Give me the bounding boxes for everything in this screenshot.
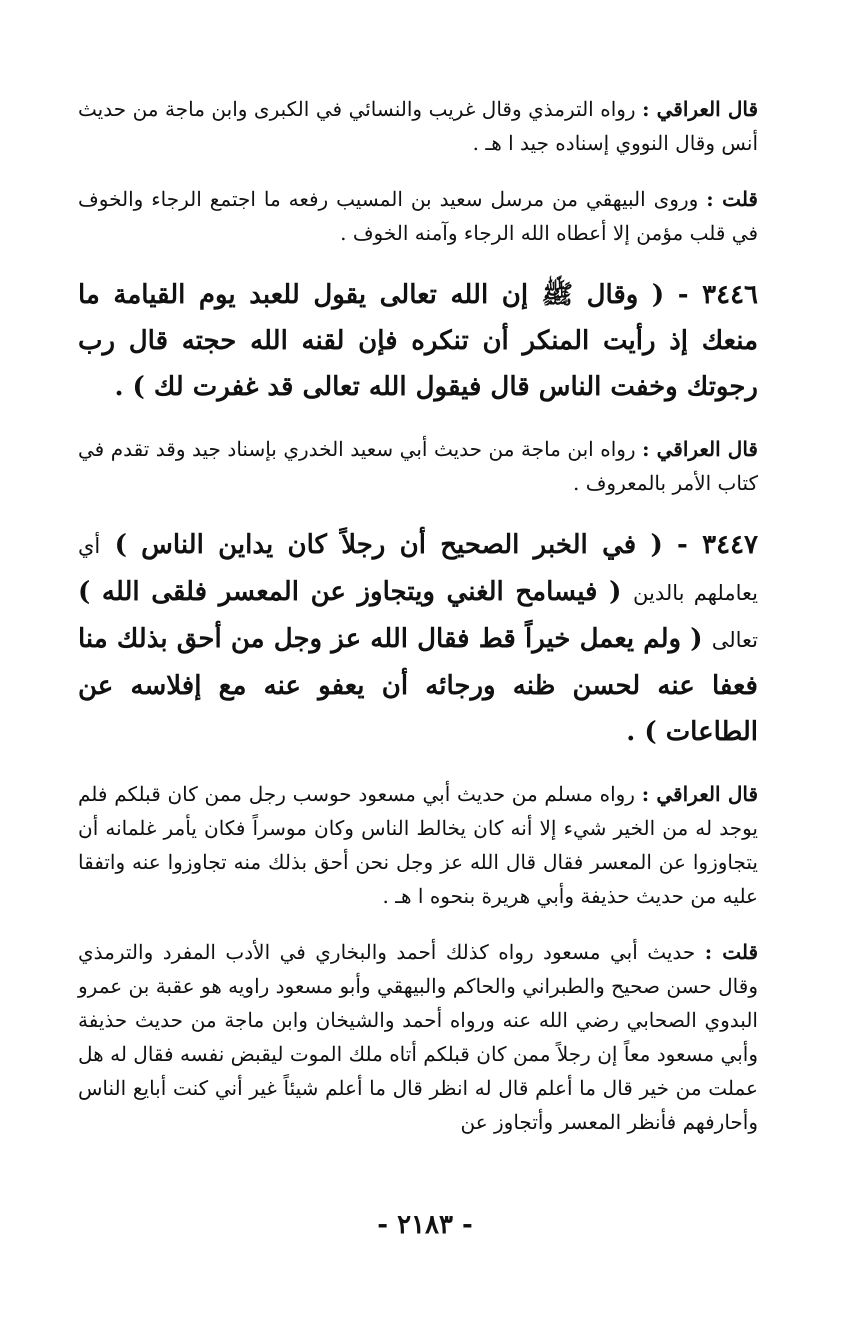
hadith-gloss-2: تعالى (711, 628, 758, 652)
hadith-3447 (78, 522, 758, 755)
commentary-text: رواه ابن ماجة من حديث أبي سعيد الخدري بإسناد جيد وقد تقدم في كتاب الأمر بالمعروف . (78, 437, 758, 495)
commentary-text: رواه مسلم من حديث أبي مسعود حوسب رجل ممن كان قبلكم فلم يوجد له من الخير شيء إلا أنه كان يخالط الناس وكان موسراً فكان يأمر غلمانه أن يتجاوزوا عن المعسر فقال قال الله عز وجل نحن أحق بذلك منه تجاوزوا عنه واتفقا عليه من حديث حذيفة وأبي هريرة بنحوه ا هـ . (78, 782, 758, 908)
commentary-lead: قلت : (706, 187, 758, 211)
hadith-text-part-3: ( ولم يعمل خيراً قط فقال الله عز وجل من أحق بذلك منا فعفا عنه لحسن ظنه ورجائه أن يعفو عنه مع إفلاسه عن الطاعات ) . (78, 624, 758, 747)
commentary-lead: قلت : (704, 940, 759, 964)
hadith-3446 (78, 272, 758, 410)
hadith-gloss-1: أي يعاملهم بالدين (78, 534, 758, 605)
hadith-text: ٣٤٤٦ - ( وقال ﷺ إن الله تعالى يقول للعبد يوم القيامة ما منعك إذ رأيت المنكر أن تنكره فإن لقنه الله حجته قال رب رجوتك وخفت الناس قال فيقول الله تعالى قد غفرت لك ) . (78, 280, 758, 402)
commentary-paragraph-5 (78, 935, 758, 1139)
commentary-paragraph-3 (78, 432, 758, 500)
hadith-text-part-2: ( فيسامح الغني ويتجاوز عن المعسر فلقى الله ) (78, 577, 622, 607)
page-number: - ٢١٨٣ - (377, 1210, 473, 1240)
page-body (78, 92, 758, 1161)
commentary-lead: قال العراقي : (641, 782, 758, 806)
commentary-text: رواه الترمذي وقال غريب والنسائي في الكبرى وابن ماجة من حديث أنس وقال النووي إسناده جيد ا هـ . (78, 97, 758, 155)
hadith-text-part-1: ٣٤٤٧ - ( في الخبر الصحيح أن رجلاً كان يداين الناس ) (114, 530, 758, 560)
commentary-paragraph-4 (78, 777, 758, 913)
commentary-text: حديث أبي مسعود رواه كذلك أحمد والبخاري في الأدب المفرد والترمذي وقال حسن صحيح والطبراني والحاكم والبيهقي وأبو مسعود راويه هو عقبة بن عمرو البدوي الصحابي رضي الله عنه ورواه أحمد والشيخان وابن ماجة من حديث حذيفة وأبي مسعود معاً إن رجلاً ممن كان قبلكم أتاه ملك الموت ليقبض نفسه فقال له هل عملت من خير قال ما أعلم قال له انظر قال ما أعلم شيئاً غير أني كنت أبايع الناس وأحارفهم فأنظر المعسر وأتجاوز عن (78, 940, 758, 1134)
commentary-lead: قال العراقي : (642, 97, 758, 121)
commentary-lead: قال العراقي : (642, 437, 758, 461)
commentary-text: وروى البيهقي من مرسل سعيد بن المسيب رفعه ما اجتمع الرجاء والخوف في قلب مؤمن إلا أعطاه الله الرجاء وآمنه الخوف . (78, 187, 758, 245)
commentary-paragraph-2 (78, 182, 758, 250)
commentary-paragraph-1 (78, 92, 758, 160)
